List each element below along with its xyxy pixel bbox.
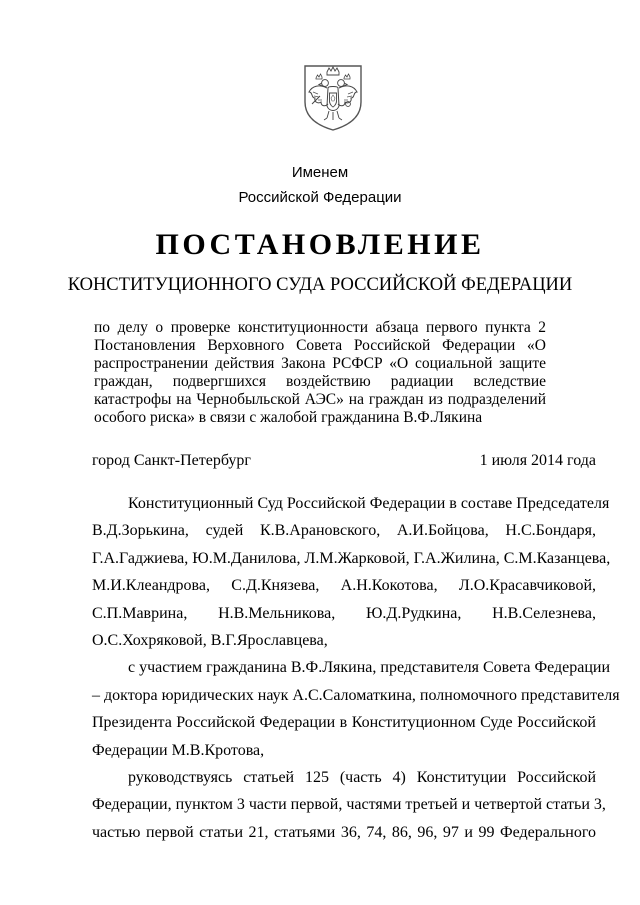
- place-date-row: [92, 452, 596, 470]
- body-line: С.П.Маврина, Н.В.Мельникова, Ю.Д.Рудкина, Н.В.Селезнева,: [92, 604, 596, 622]
- body-line: Г.А.Гаджиева, Ю.М.Данилова, Л.М.Жарковой, Г.А.Жилина, С.М.Казанцева,: [92, 549, 611, 567]
- case-subject: [94, 319, 546, 427]
- header-line-2: Российской Федерации: [238, 189, 402, 206]
- body-line: Конституционный Суд Российской Федерации в составе Председателя: [128, 495, 610, 512]
- place: город Санкт-Петербург: [92, 452, 251, 469]
- subject-line: распространении действия Закона РСФСР «О социальной защите: [94, 355, 546, 372]
- header-line-1: Именем: [291, 164, 349, 181]
- document-title: ПОСТАНОВЛЕНИЕ: [155, 228, 485, 261]
- body-text: [92, 490, 620, 846]
- document-subtitle: КОНСТИТУЦИОННОГО СУДА РОССИЙСКОЙ ФЕДЕРАЦИИ: [67, 275, 573, 295]
- subject-line: граждан, подвергшихся воздействию радиации вследствие: [94, 373, 546, 390]
- date: 1 июля 2014 года: [479, 452, 596, 469]
- subject-line: по делу о проверке конституционности абзаца первого пункта 2: [94, 319, 546, 336]
- body-line: руководствуясь статьей 125 (часть 4) Конституции Российской: [128, 769, 596, 787]
- body-line: – доктора юридических наук А.С.Саломаткина, полномочного представителя: [92, 686, 620, 704]
- body-line: Федерации, пунктом 3 части первой, частями третьей и четвертой статьи 3,: [92, 796, 606, 814]
- body-line: с участием гражданина В.Ф.Лякина, представителя Совета Федерации: [128, 659, 611, 677]
- body-line: Президента Российской Федерации в Конституционном Суде Российской: [92, 714, 596, 732]
- subject-line: катастрофы на Чернобыльской АЭС» на граждан из подразделений: [94, 391, 546, 408]
- body-line: Федерации М.В.Кротова,: [92, 741, 265, 759]
- subject-line: Постановления Верховного Совета Российской Федерации «О: [94, 337, 546, 354]
- body-line: О.С.Хохряковой, В.Г.Ярославцева,: [92, 632, 328, 650]
- body-line: частью первой статьи 21, статьями 36, 74, 86, 96, 97 и 99 Федерального: [92, 823, 596, 841]
- coat-of-arms-icon: [301, 62, 365, 132]
- body-line: В.Д.Зорькина, судей К.В.Арановского, А.И.Бойцова, Н.С.Бондаря,: [92, 522, 596, 540]
- body-line: М.И.Клеандрова, С.Д.Князева, А.Н.Кокотова, Л.О.Красавчиковой,: [92, 577, 596, 595]
- subject-line: особого риска» в связи с жалобой гражданина В.Ф.Лякина: [94, 409, 483, 426]
